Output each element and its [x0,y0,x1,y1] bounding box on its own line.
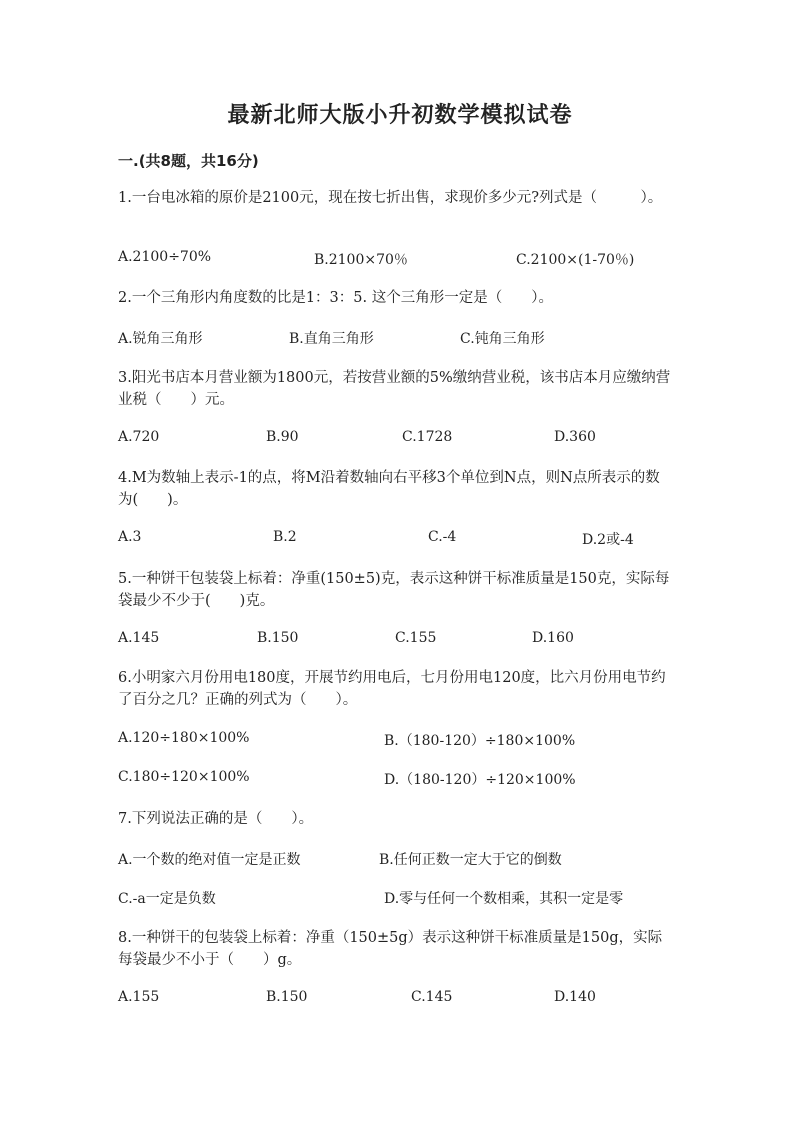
q6-option-c: C.180÷120×100% [118,769,250,785]
q6-option-b: B.（180-120）÷180×100% [384,733,576,749]
q4-option-d: D.2或-4 [582,532,634,548]
q7-option-d: D.零与任何一个数相乘，其积一定是零 [384,891,624,907]
q5-option-b: B.150 [257,630,299,646]
q8-option-c: C.145 [411,989,453,1005]
q7-option-c: C.-a一定是负数 [118,891,216,907]
q3-option-a: A.720 [118,429,160,445]
q8-option-b: B.150 [266,989,308,1005]
q7-option-a: A.一个数的绝对值一定是正数 [118,852,301,868]
exam-title: 最新北师大版小升初数学模拟试卷 [227,103,573,128]
q5-option-c: C.155 [395,630,437,646]
q1-option-a: A.2100÷70% [118,249,212,265]
section-heading: 一.(共8题，共16分) [118,152,259,170]
q1-option-c: C.2100×(1-70％) [516,252,635,268]
q5-option-a: A.145 [118,630,160,646]
question-2: 2.一个三角形内角度数的比是1：3：5. 这个三角形一定是（ ）。 [118,290,553,306]
q3-option-d: D.360 [554,429,596,445]
q3-option-b: B.90 [266,429,299,445]
question-1: 1.一台电冰箱的原价是2100元，现在按七折出售，求现价多少元?列式是（ ）。 [118,190,663,206]
q2-option-a: A.锐角三角形 [118,331,203,347]
q3-option-c: C.1728 [402,429,453,445]
q8-option-a: A.155 [118,989,160,1005]
q5-option-d: D.160 [532,630,574,646]
q4-option-c: C.-4 [428,529,457,545]
question-3: 3.阳光书店本月营业额为1800元，若按营业额的5%缴纳营业税，该书店本月应缴纳营业税（ ）元。 [118,370,671,408]
q2-option-c: C.钝角三角形 [460,331,545,347]
question-6: 6.小明家六月份用电180度，开展节约用电后，七月份用电120度，比六月份用电节约了百分之几？正确的列式为（ ）。 [118,670,666,708]
question-5: 5.一种饼干包装袋上标着：净重(150±5)克，表示这种饼干标准质量是150克，实际每袋最少不少于( )克。 [118,571,670,609]
q4-option-a: A.3 [118,529,142,545]
q7-option-b: B.任何正数一定大于它的倒数 [379,852,562,868]
q8-option-d: D.140 [554,989,596,1005]
q2-option-b: B.直角三角形 [289,331,374,347]
q6-option-d: D.（180-120）÷120×100% [384,772,576,788]
q4-option-b: B.2 [273,529,297,545]
question-4: 4.M为数轴上表示-1的点，将M沿着数轴向右平移3个单位到N点，则N点所表示的数为( )。 [118,470,660,508]
question-8: 8.一种饼干的包装袋上标着：净重（150±5g）表示这种饼干标准质量是150g，实际每袋最少不小于（ ）g。 [118,930,663,968]
question-7: 7.下列说法正确的是（ ）。 [118,811,314,827]
q6-option-a: A.120÷180×100% [118,730,250,746]
q1-option-b: B.2100×70％ [314,252,408,268]
